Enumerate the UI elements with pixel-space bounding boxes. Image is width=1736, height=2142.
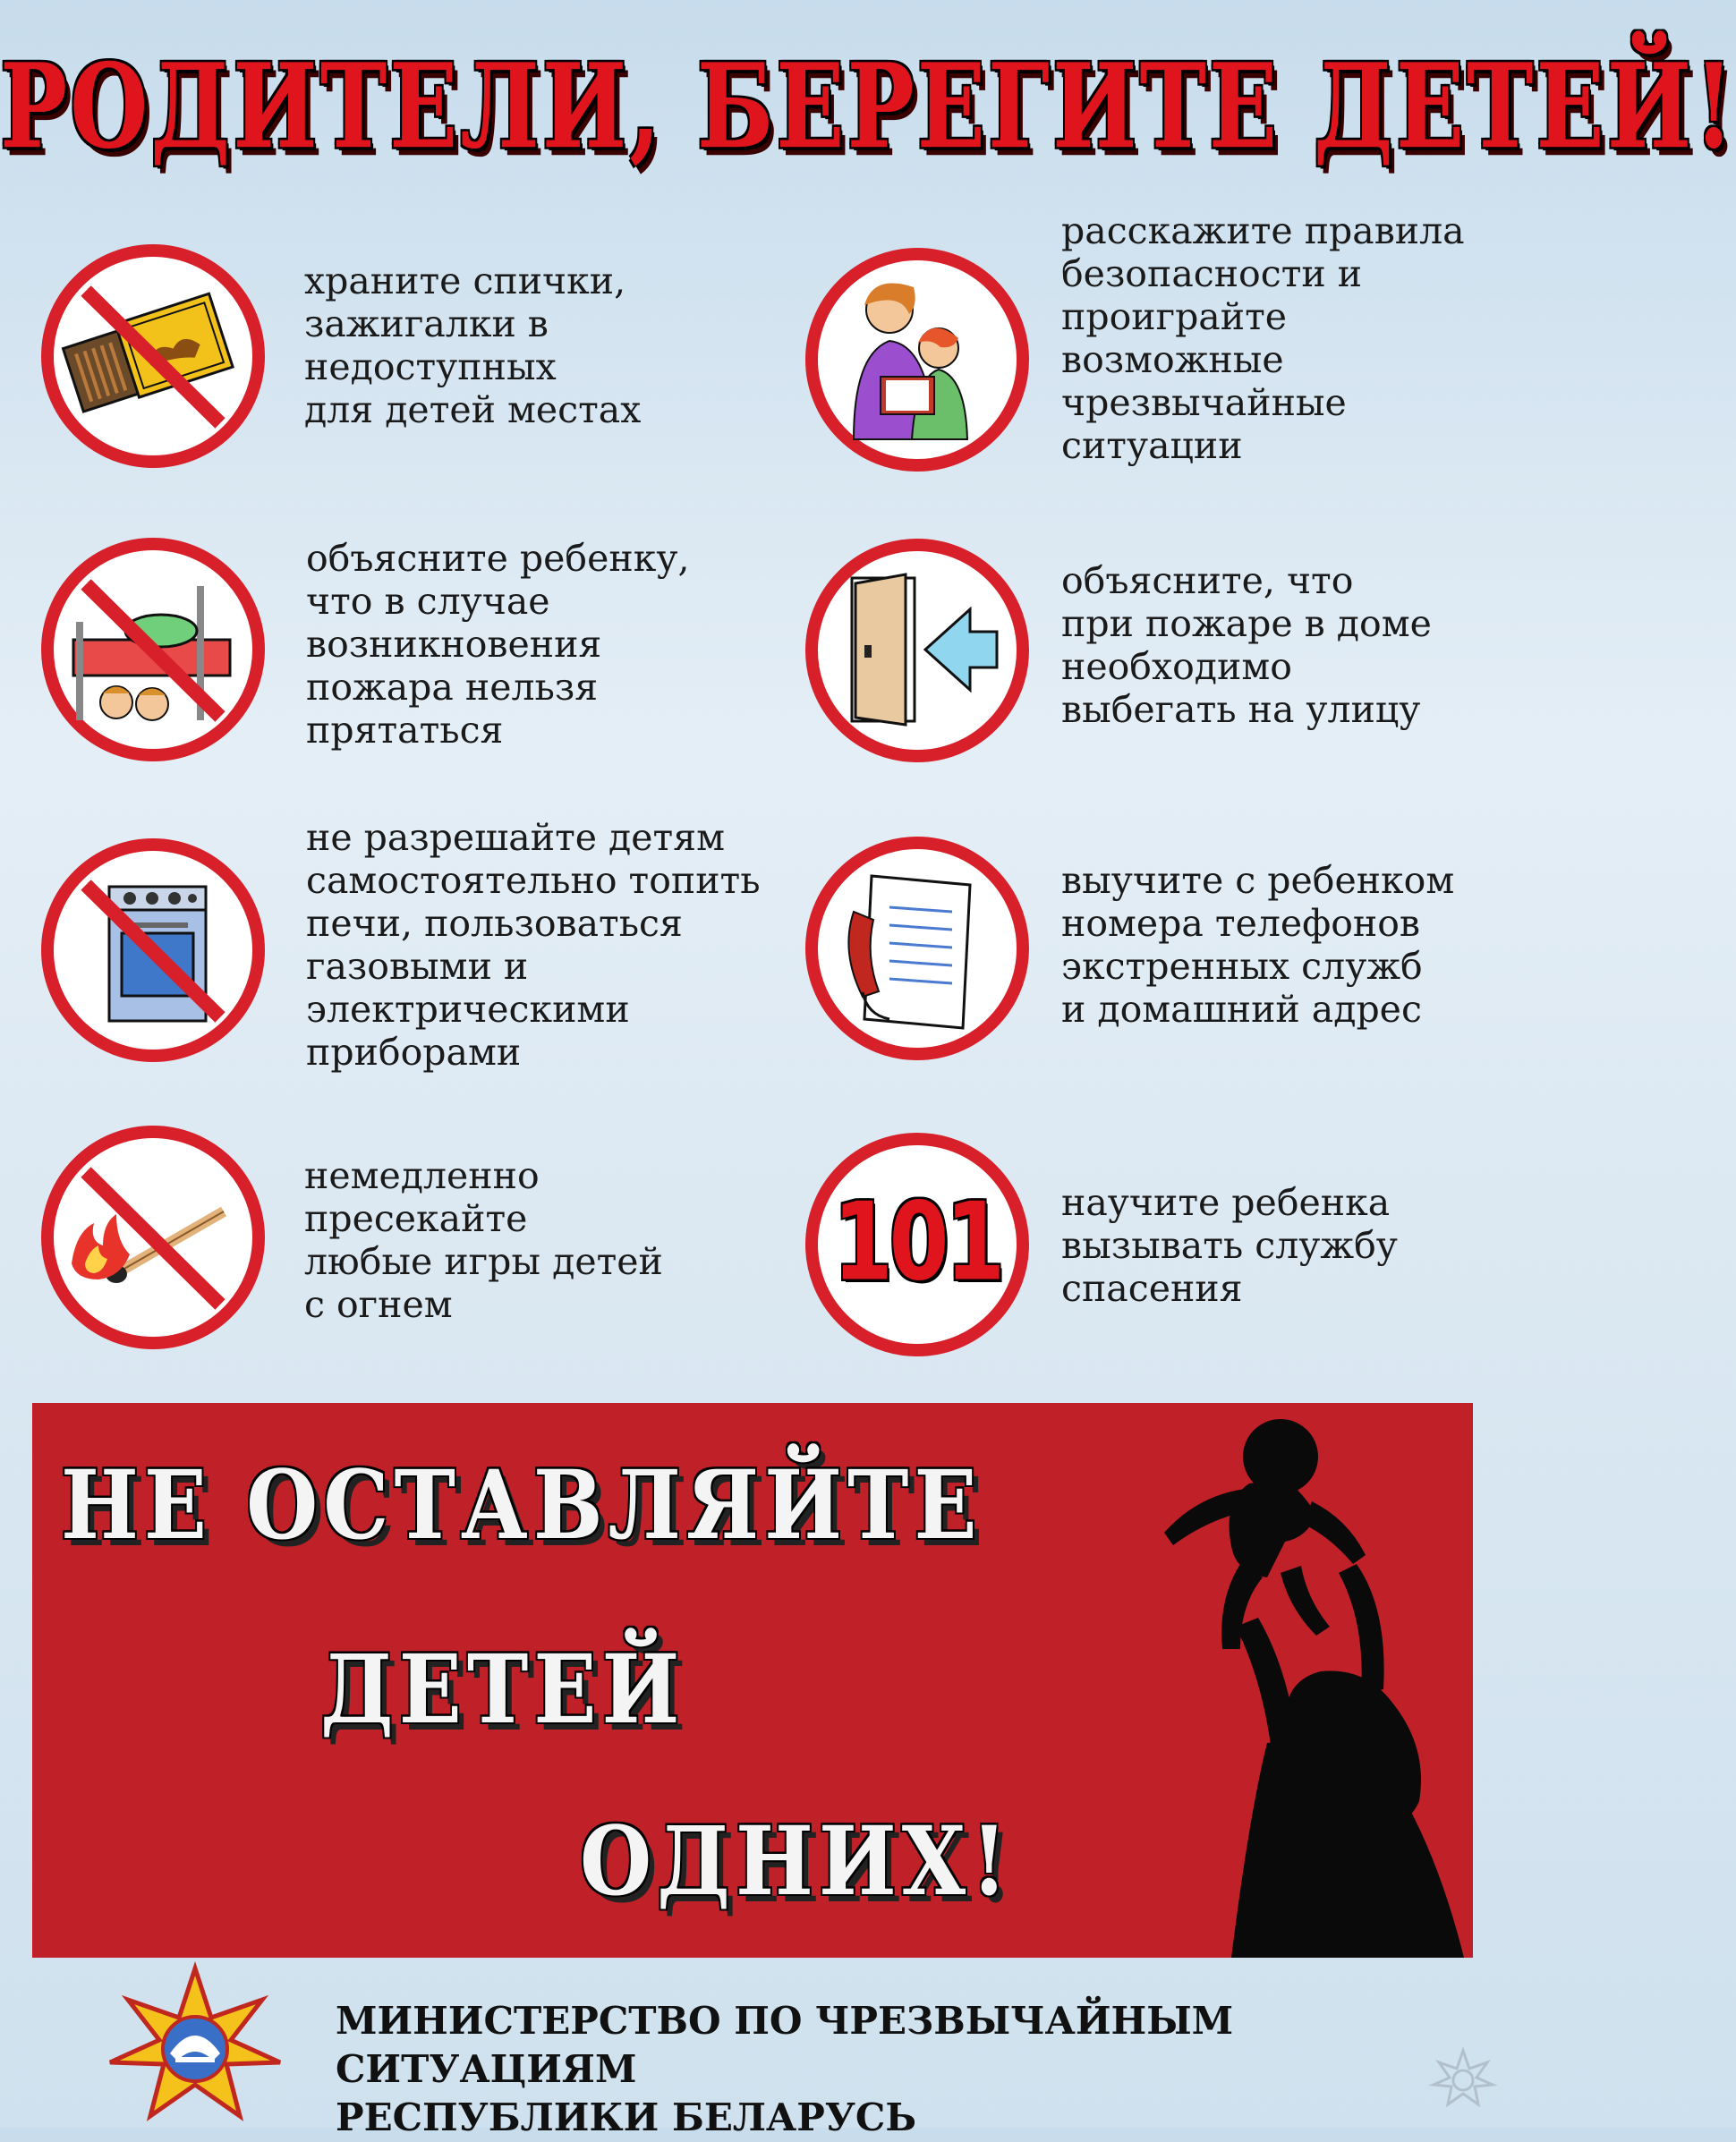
matches-icon [41,244,265,468]
warning-banner [32,1403,1473,1958]
mother-lifting-child-silhouette-icon [1088,1403,1473,1958]
right-item-1-text: расскажите правила безопасности и проиграйте возможные чрезвычайные ситуации [1061,209,1465,467]
number-101: 101 [832,1179,1002,1305]
banner-line-2: ДЕТЕЙ [320,1634,685,1746]
gas-stove-icon [41,838,265,1062]
mchs-star-emblem-icon [106,1964,285,2125]
banner-line-1: НЕ ОСТАВЛЯЙТЕ [61,1449,983,1561]
children-hiding-under-bed-icon [41,538,265,761]
ministry-line-2: РЕСПУБЛИКИ БЕЛАРУСЬ [336,2095,916,2139]
number-101-icon [805,1133,1029,1356]
phone-and-paper-icon [805,837,1029,1060]
exit-door-icon [805,539,1029,762]
left-item-4-text: немедленно пресекайте любые игры детей с огнем [304,1154,663,1326]
watermark-emblem-icon [1432,2049,1494,2112]
left-item-2-text: объясните ребенку, что в случае возникновения пожара нельзя прятаться [306,537,690,752]
ministry-line-1: МИНИСТЕРСТВО ПО ЧРЕЗВЫЧАЙНЫМ СИТУАЦИЯМ [336,1999,1234,2091]
left-item-1-text: храните спички, зажигалки в недоступных для детей местах [304,259,642,431]
right-item-4-text: научите ребенка вызывать службу спасения [1061,1181,1398,1310]
right-item-3-text: выучите с ребенком номера телефонов экстренных служб и домашний адрес [1061,859,1455,1031]
banner-line-3: ОДНИХ! [580,1806,1013,1917]
right-item-2-text: объясните, что при пожаре в доме необходимо выбегать на улицу [1061,559,1432,731]
poster-title: РОДИТЕЛИ, БЕРЕГИТЕ ДЕТЕЙ! [0,38,1736,175]
left-item-3-text: не разрешайте детям самостоятельно топить печи, пользоваться газовыми и электрическими приборами [306,816,761,1074]
mother-reading-to-child-icon [805,248,1029,472]
ministry-name [336,1997,1504,2142]
burning-match-icon [41,1126,265,1349]
